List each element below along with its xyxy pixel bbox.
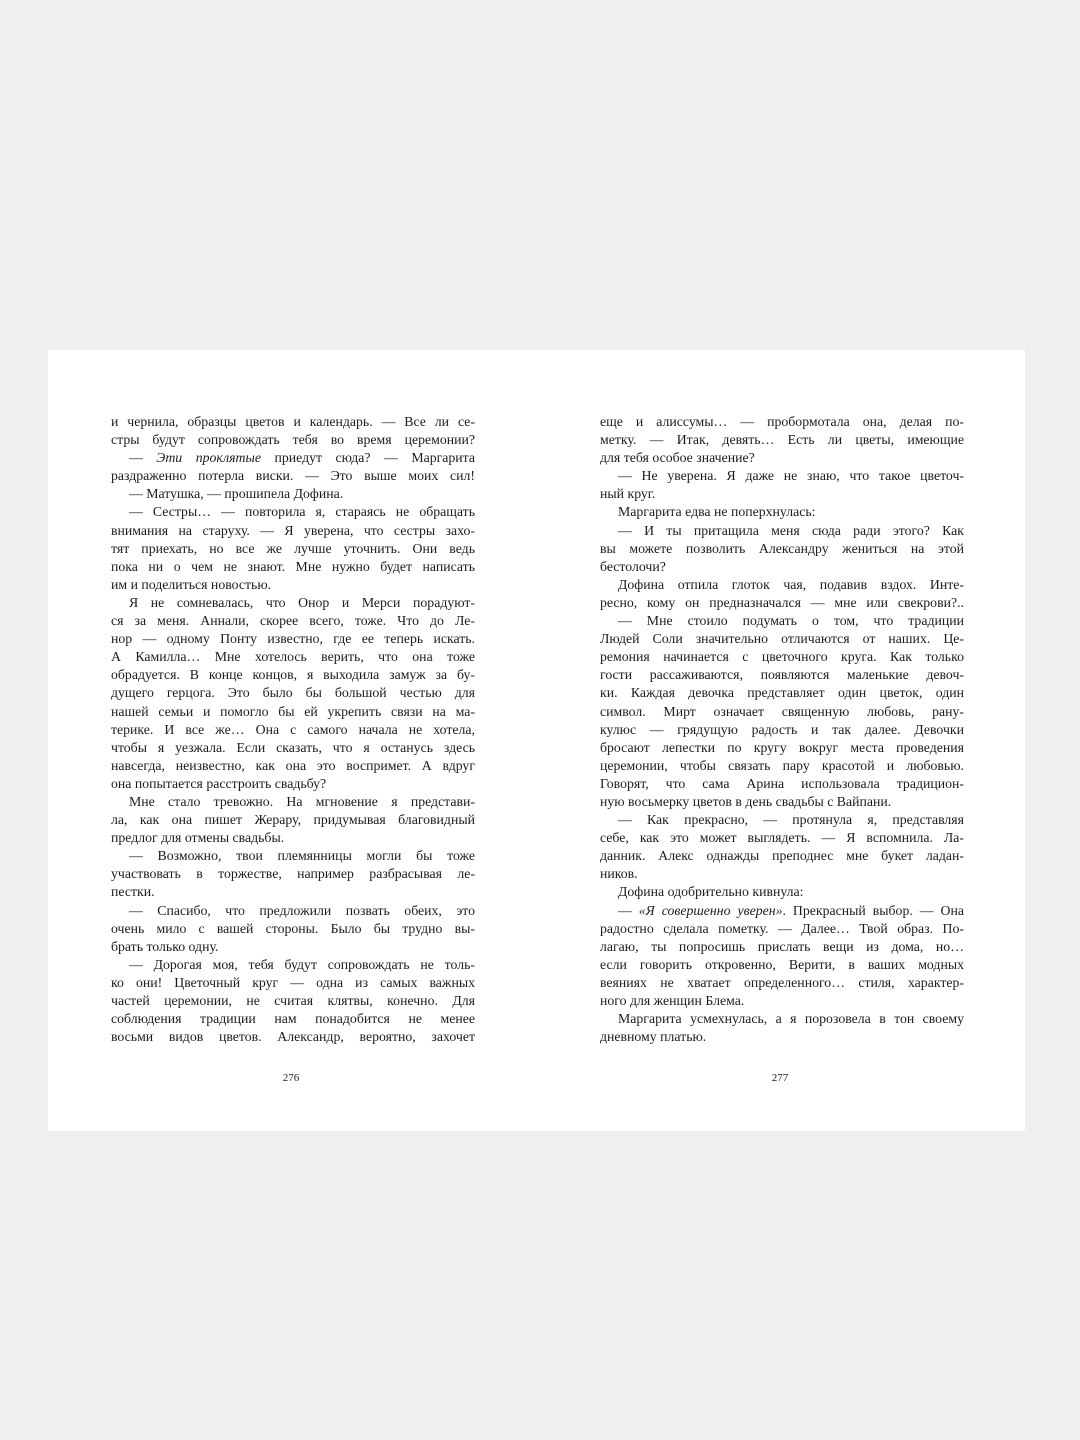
text-line: бестолочи?: [600, 558, 666, 574]
text-line: — Дорогая моя, тебя будут сопровождать не толь-: [129, 956, 475, 972]
text-line: церемонии, чтобы связать пару красотой и любовью.: [600, 757, 964, 773]
text-line: — Эти проклятые приедут сюда? — Маргарита: [129, 450, 475, 466]
text-line: стры будут сопровождать тебя во время церемонии?: [111, 432, 475, 448]
text-line: ко они! Цветочный круг — одна из самых важных: [111, 974, 475, 990]
text-line: — Не уверена. Я даже не знаю, что такое цветоч-: [618, 468, 964, 484]
text-line: соблюдения традиции нам понадобится не менее: [111, 1011, 475, 1027]
text-line: и чернила, образцы цветов и календарь. — Все ли се-: [111, 414, 475, 429]
text-line: Дофина отпила глоток чая, подавив вздох. Инте-: [618, 576, 964, 592]
italic-phrase: «Я совершенно уверен»: [638, 902, 783, 918]
text-line: она попытается расстроить свадьбу?: [111, 775, 327, 791]
left-page-text: [111, 413, 475, 1046]
text-line: Маргарита усмехнулась, а я порозовела в тон своему: [618, 1011, 964, 1027]
text-line: участвовать в торжестве, например разбрасывая ле-: [111, 866, 475, 882]
book-spread: [48, 350, 1025, 1131]
text-line: Мне стало тревожно. На мгновение я представи-: [129, 793, 475, 809]
text-line: ный круг.: [600, 486, 656, 502]
text-line: ную восьмерку цветов в день свадьбы с Вайпани.: [600, 793, 892, 809]
text-line: радостно сделала пометку. — Далее… Твой образ. По-: [600, 920, 964, 936]
page-number-right: 277: [771, 1072, 789, 1084]
text-line: чтобы я уезжала. Если сказать, что я останусь здесь: [111, 739, 475, 755]
right-page-text: [600, 413, 964, 1046]
text-line: ки. Каждая девочка представляет один цветок, один: [600, 685, 964, 701]
text-line: себе, как это может выглядеть. — Я вспомнила. Ла-: [600, 830, 964, 846]
text-line: пестки.: [111, 884, 155, 900]
text-line: обрадуется. В конце концов, я выходила замуж за бу-: [111, 667, 475, 683]
text-line: ся за меня. Аннали, скорее всего, тоже. Что до Ле-: [111, 613, 475, 629]
text-line: А Камилла… Мне хотелось верить, что она тоже: [111, 649, 475, 665]
italic-phrase: Эти проклятые: [156, 450, 261, 466]
text-line: Маргарита едва не поперхнулась:: [618, 504, 816, 520]
text-line: еще и алиссумы… — пробормотала она, делая по-: [600, 414, 964, 429]
text-line: навсегда, неизвестно, как она это воспримет. А вдруг: [111, 757, 475, 773]
text-line: предлог для отмены свадьбы.: [111, 830, 285, 846]
text-line: очень мило с вашей стороны. Было бы трудно вы-: [111, 920, 475, 936]
text-line: внимания на старуху. — Я уверена, что сестры захо-: [111, 522, 475, 538]
text-line: лагаю, ты попросишь прислать вещи из дома, но…: [600, 938, 964, 954]
text-line: терике. И все же… Она с самого начала не хотела,: [111, 721, 475, 737]
text-line: Людей Соли значительно отличаются от наших. Це-: [600, 631, 964, 647]
text-line: бросают лепестки по кругу вокруг места проведения: [600, 739, 964, 755]
page-number-left: 276: [282, 1072, 300, 1084]
text-line: частей церемонии, не считая клятвы, конечно. Для: [111, 993, 475, 1008]
text-line: символ. Мирт означает священную любовь, рану-: [600, 703, 964, 719]
text-line: если говорить откровенно, Верити, в ваших модных: [600, 956, 964, 972]
text-line: гости рассаживаются, появляются маленькие девоч-: [600, 667, 964, 683]
text-line: ла, как она пишет Жерару, придумывая благовидный: [111, 812, 475, 828]
text-line: тят приехать, но все же лучше уточнить. Они ведь: [111, 540, 475, 556]
text-line: пока ни о чем не знают. Мне нужно будет написать: [111, 558, 475, 574]
text-line: ресно, кому он предназначался — мне или свекрови?..: [600, 594, 964, 610]
text-line: дневному платью.: [600, 1029, 707, 1045]
text-line: — Как прекрасно, — протянула я, представляя: [618, 812, 964, 828]
text-line: — Спасибо, что предложили позвать обеих, это: [129, 902, 475, 918]
text-line: — И ты притащила меня сюда ради этого? Как: [618, 522, 964, 538]
text-line: Говорят, что сама Арина использовала традицион-: [600, 775, 964, 791]
text-line: — Сестры… — повторила я, стараясь не обращать: [129, 504, 475, 520]
text-line: ного для женщин Блема.: [600, 993, 745, 1008]
text-line: дущего герцога. Это было бы большой честью для: [111, 685, 475, 701]
text-line: ремония начинается с цветочного круга. Как только: [600, 649, 964, 665]
text-line: веяниях не хватает определенного… стиля, характер-: [600, 974, 964, 990]
text-line: восьми видов цветов. Александр, вероятно, захочет: [111, 1029, 475, 1045]
text-line: — «Я совершенно уверен». Прекрасный выбор. — Она: [618, 902, 964, 918]
text-line: кулюс — грядущую радость и так далее. Девочки: [600, 721, 964, 737]
text-line: данник. Алекс однажды преподнес мне букет ладан-: [600, 848, 964, 864]
text-line: для тебя особое значение?: [600, 450, 755, 466]
text-line: метку. — Итак, девять… Есть ли цветы, имеющие: [600, 432, 964, 448]
text-line: вы можете позволить Александру жениться на этой: [600, 540, 964, 556]
text-line: Я не сомневалась, что Онор и Мерси порадуют-: [129, 594, 475, 610]
text-line: — Возможно, твои племянницы могли бы тоже: [129, 848, 475, 864]
text-line: раздраженно потерла виски. — Это выше моих сил!: [111, 468, 475, 484]
text-line: — Матушка, — прошипела Дофина.: [129, 486, 344, 502]
text-line: ников.: [600, 866, 638, 882]
text-line: нор — одному Понту известно, где ее теперь искать.: [111, 631, 475, 647]
text-line: брать только одну.: [111, 938, 219, 954]
text-line: им и поделиться новостью.: [111, 576, 272, 592]
text-line: Дофина одобрительно кивнула:: [618, 884, 804, 900]
text-line: нашей семьи и помогло бы ей укрепить связи на ма-: [111, 703, 475, 719]
text-line: — Мне стоило подумать о том, что традиции: [618, 613, 964, 629]
